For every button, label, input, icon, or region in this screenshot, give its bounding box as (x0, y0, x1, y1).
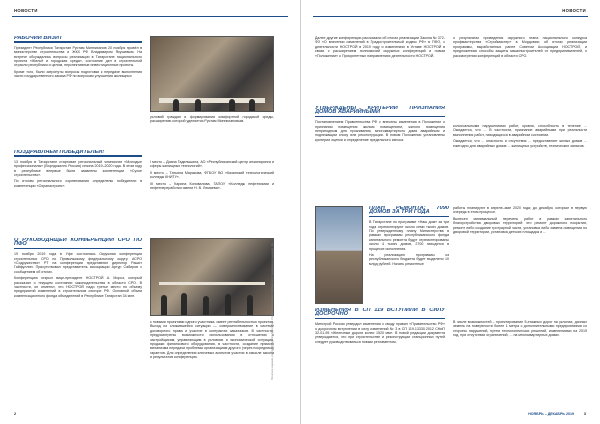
article-repair-col1 (369, 206, 449, 304)
title-underline (315, 116, 445, 117)
article-criteria-col1 (315, 106, 445, 200)
house-photo (315, 206, 363, 304)
issue-date: НОЯБРЬ – ДЕКАБРЬ 2019 (528, 412, 574, 416)
article-repair-title: ПЛАН РЕМОНТА: 7090 ДОМОВ ЗА ТРИ ГОДА (369, 206, 449, 216)
intro-p1: Далее другие конференции рассказали об итогах реализации Закона № 372-ФЗ «О внесении изменений в Градостроительный кодекс РФ» в ПФО, с деятельности НОСТРОЙ в 2019 году и изменениях в Уставе НОСТРОЙ в связи с расширением полномочий окружных конференций и новом «Положении» о Приоритетных направлениях деятельности НОСТРОЙ. (315, 36, 445, 58)
article-changes-col1 (315, 308, 445, 400)
header-rule-right (313, 16, 588, 17)
section-header-right: НОВОСТИ (562, 8, 586, 13)
intro-p2: о результатах проведения окружного этапа национального конкурса профмастерства «Строймастер» в Мордовии; об итогах реализации программы, выработанных ранее Советом Ассоциации НОСТРОЙ, и предложениях способы защиты машиностроителей от предпринимателей, о рассмотрении конференций в области СРО. (453, 36, 587, 58)
article-winners-p2: По итогам регионального соревнования определены победители в компетенции «Охранастроек»: (14, 179, 142, 188)
article-repair-p1: В Татарстане по программе «Наш дом» за три года отремонтируют около семи тысяч домов. По утвержденному плану Министерства в рамках программы республиканского фонда капитального ремонта будут отремонтированы около 4 тысяч домов, 2700 находятся в процессе исполнения. (369, 220, 449, 251)
title-underline (14, 248, 142, 249)
article-visit-title: РАБОЧИЙ ВИЗИТ (14, 36, 63, 41)
header-rule-left (12, 16, 288, 17)
section-header-left: НОВОСТИ (14, 8, 38, 13)
article-conference-p1: 19 ноября 2019 года в Уфе состоялась Окружная конференция строительных СРО по Приволжскому федеральному округу. АСРО «Содружество» РТ на конференции представлял директор Рашит Гайфуллин. Присутствовал представитель ассоциации Артур Сабиров с сообщением об итогах. (14, 252, 142, 274)
article-criteria-title: УТВЕРЖДЕНЫ КРИТЕРИИ ПРИЗНАНИЯ ДОМОВ АВАРИЙНЫМИ (315, 106, 445, 116)
article-visit-col2 (150, 115, 274, 135)
article-criteria-p2: колоссальными нарушениями работ, кровля, способность в течение ... Ожидается, что ... В частности, признание аварийными при реальности выполнения работ, находящихся в аварийном состоянии. (453, 124, 587, 137)
article-conference-p2: Конференцию открыл вице-президент НОСТРОЙ А. Мороз, который рассказал о текущем состоянии законодательства в области СРО. В частности, он отметил, что НОСТРОЙ надо третье место по объему предприятий изменений в строительном секторе РФ. Основной объем компенсационного фонда объединений в Республике Татарстан 34 млн. (14, 276, 142, 298)
article-winners-col1 (14, 150, 142, 228)
winner-place-2: II место – Татьяна Маракова, ФГБОУ ВО «Казанский технологический колледж КНИТУ». (150, 170, 274, 180)
article-conference-col2 (150, 320, 274, 398)
article-visit-p3: условий граждан и формирования комфортной городской среды, расширению которой уделяется Рустам Миннихановым. (150, 115, 274, 124)
side-note: Печатное издание, распространяется бесплатно. Статьи и фотографии публикуются с разрешения редакции. 12+ (271, 242, 274, 380)
article-criteria-p3: Ожидается, что ... опасность и отсутствия ... предоставляет жилых домов ... ежегодно для аварийных домов ... жилищных устройств, технических запасов. (453, 139, 587, 148)
article-repair-p4: Вынесен минимальный перечень работ в рамках капитального благоустройства дворовых территорий: это ремонт дорожного покрытия, ремонт либо создание тротуарной части, установка либо замена освещения по дворовой территории, установка детских площадок и ... (453, 216, 587, 235)
article-changes-title: ИЗМЕНЕНИЯ В СП 119 ВСТУПИЛИ В СИЛУ ДОСРОЧНО (315, 308, 445, 318)
article-winners-title: ПОЗДРАВЛЯЕМ ПОБЕДИТЕЛЕЙ! (14, 150, 105, 155)
article-repair-p3: работы планируют в апреле–мае 2020 года; до декабря, которые в первую очередь в этом процессе. (453, 206, 587, 215)
right-page (300, 0, 600, 424)
winner-place-1: I место – Диана Гадельшина, АО «Республиканский центр инжиниринга и сферы жилищных технологий». (150, 160, 274, 169)
article-winners-p1: 13 ноября в Татарстане стартовал региональный чемпионат «Молодые профессионалы» (Ворлдскиллс Россия) сезона 2019–2020 года. В этом году в республике впервые были заявлены компетенции «Сухое строительство». (14, 159, 142, 177)
intro-col2 (453, 36, 587, 104)
article-visit-p2: Кроме того, были затронуты вопросы подготовки к передаче выполнения части государственного заказа РФ по вопросам улучшения жилищных (14, 69, 142, 79)
article-conference-p3: с новыми проектами одного участника, имеет рентабельностью проектов. Выход из сложившейся ситуации — совершенствование в системе договорного права и участие в контрактах заказчиков. В частности, предусмотрены возможности использования в отношении к застройщикам, управляющим в условиях и экономической ситуации, продажи финансового оборудования, в частности, создание прямого механизма передачи проблемы организациям другого (через посредника) гарантов. Для определения ключевых аспектов участия в смысле закона и результатов конференции. (150, 320, 274, 360)
title-underline (315, 318, 445, 319)
winner-place-3: III место – Карина Коновалова, ГАПОУ «Колледж нефтехимии и нефтепереработки имени Н. В. Лемаева». (150, 181, 274, 191)
article-conference-col1 (14, 238, 142, 398)
article-criteria-p1: Постановлением Правительства РФ с внесены изменения в Положение о признании помещения жилым помещением, жилого помещения непригодным для проживания, многоквартирного дома аварийным и подлежащим сносу или реконструкции. В новом Положении установлены критерии оценки и определение предельного износа. (315, 120, 445, 142)
intro-col1 (315, 36, 445, 104)
article-repair-p2: На реализацию программы из республиканского бюджета будет выделено 10 млрд рублей. Начать ремонтные (369, 252, 449, 266)
article-repair-col2 (453, 206, 587, 304)
meeting-photo (150, 36, 274, 112)
article-visit-p1: Президент Республики Татарстан Рустам Минниханов 20 ноября провёл в министерстве строительства и ЖКХ РФ Владимиром Якушевым. На встрече обсуждались вопросы реализации в Татарстане национального проекта «Жильё и городская среда», состояние дел в строительной отрасли республики и целом, перспективные инвестиционные проекты. (14, 45, 142, 68)
article-changes-p2: В числе возможностей – проектирование 5-этажных дорог на уклонах, дачных земель на поверхности более 1 метра с дополнительными предприятиями со стороны нарушений, путем технологических решений, изменениями на 2019 год, при отсутствии ограничений, ... на многоквартирных домах. (453, 320, 587, 338)
title-underline (14, 41, 142, 42)
article-criteria-col2 (453, 124, 587, 200)
page-number-right: 3 (583, 411, 586, 416)
title-underline (369, 216, 449, 217)
conference-photo (150, 238, 274, 316)
page-number-left: 2 (14, 411, 17, 416)
article-visit-col1 (14, 36, 142, 138)
article-conference-title: О РУКОВОДЯЩЕЙ КОНФЕРЕНЦИИ СРО ПО ПФО (14, 238, 142, 248)
article-winners-col2 (150, 160, 274, 230)
article-changes-col2 (453, 320, 587, 400)
article-changes-p1: Минстрой России утвердил изменения к своду правил «Правительство РФ» о досрочном вступлении в силу изменений № 3 в СП 119.13330.2012 СНиП 32-01-95 «Железные дороги колеи 1520 мм». В новой редакции документа утверждается, что при строительстве и реконструкции станционных путей следует руководствоваться новым регламентом. (315, 322, 445, 344)
title-underline (14, 155, 142, 156)
